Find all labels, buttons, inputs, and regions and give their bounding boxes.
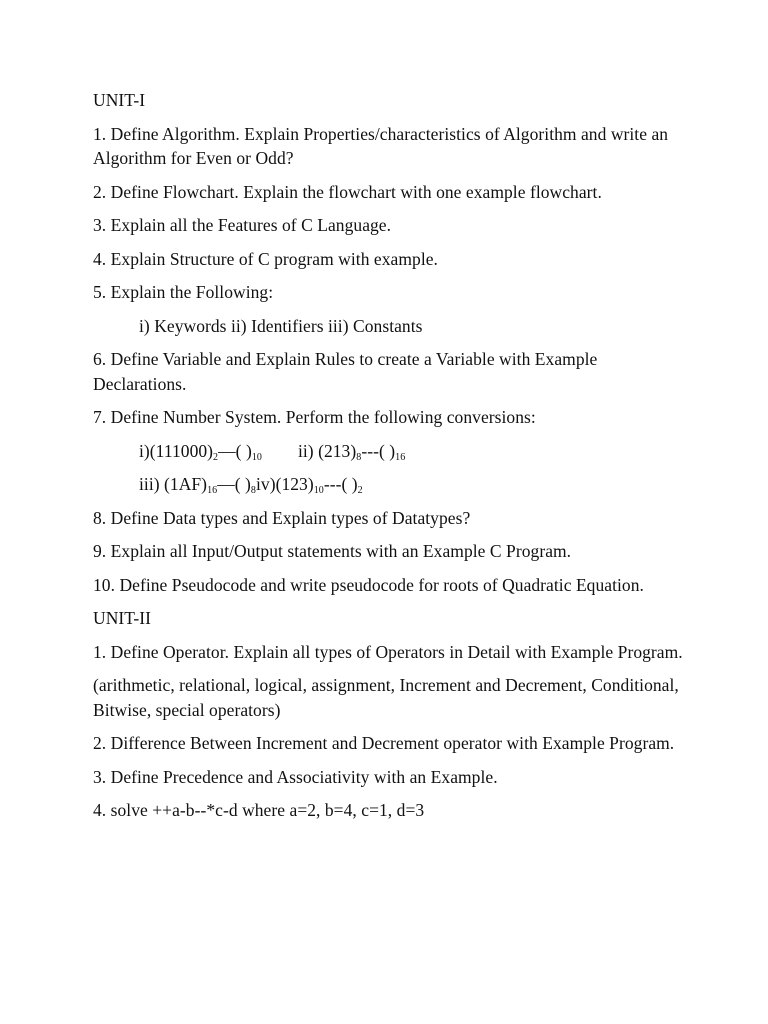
unit2-heading: UNIT-II: [93, 608, 152, 628]
unit1-question-8: 8. Define Data types and Explain types of Datatypes?: [93, 507, 471, 528]
conversion-iii: iii) $(1AF)_{16}—$( )$_8$: [139, 474, 256, 496]
conversion-ii: ii) $(213)_8---$( )$_{16}$: [297, 440, 406, 463]
unit1-question-2: 2. Define Flowchart. Explain the flowchart with one example flowchart.: [93, 181, 602, 202]
unit2-question-3: 3. Define Precedence and Associativity with an Example.: [93, 766, 498, 787]
unit2-question-1: 1. Define Operator. Explain all types of Operators in Detail with Example Program.: [93, 641, 683, 662]
unit1-question-9: 9. Explain all Input/Output statements with an Example C Program.: [93, 541, 572, 561]
unit1-question-5: 5. Explain the Following:: [93, 282, 274, 302]
conversion-i: $i)(111000)_2—$( )$_{10}$: [139, 440, 262, 463]
unit1-question-10: 10. Define Pseudocode and write pseudocode for roots of Quadratic Equation.: [93, 574, 644, 595]
unit1-question-1: 1. Define Algorithm. Explain Properties/characteristics of Algorithm and write an Algorithm for Even or Odd?: [93, 123, 669, 168]
unit1-question-5-items: i) Keywords ii) Identifiers iii) Constants: [139, 315, 423, 336]
unit1-question-4: 4. Explain Structure of C program with example.: [93, 248, 438, 269]
unit2-question-2: 2. Difference Between Increment and Decrement operator with Example Program.: [93, 733, 675, 753]
unit1-question-7: 7. Define Number System. Perform the following conversions:: [93, 407, 536, 427]
unit1-question-3: 3. Explain all the Features of C Language.: [93, 215, 392, 235]
unit2-question-4: 4. solve ++a-b--*c-d where a=2, b=4, c=1, d=3: [93, 800, 425, 820]
unit1-question-6: 6. Define Variable and Explain Rules to create a Variable with Example Declarations.: [93, 349, 598, 394]
conversion-row-1: [93, 439, 688, 464]
unit2-question-1-note: (arithmetic, relational, logical, assignment, Increment and Decrement, Conditional, Bitwise, special operators): [93, 675, 679, 720]
conversion-row-2: [93, 472, 688, 497]
unit1-heading: UNIT-I: [93, 90, 146, 110]
conversion-iv: $iv)(123)_{10}---$( )$_2$: [255, 474, 363, 496]
